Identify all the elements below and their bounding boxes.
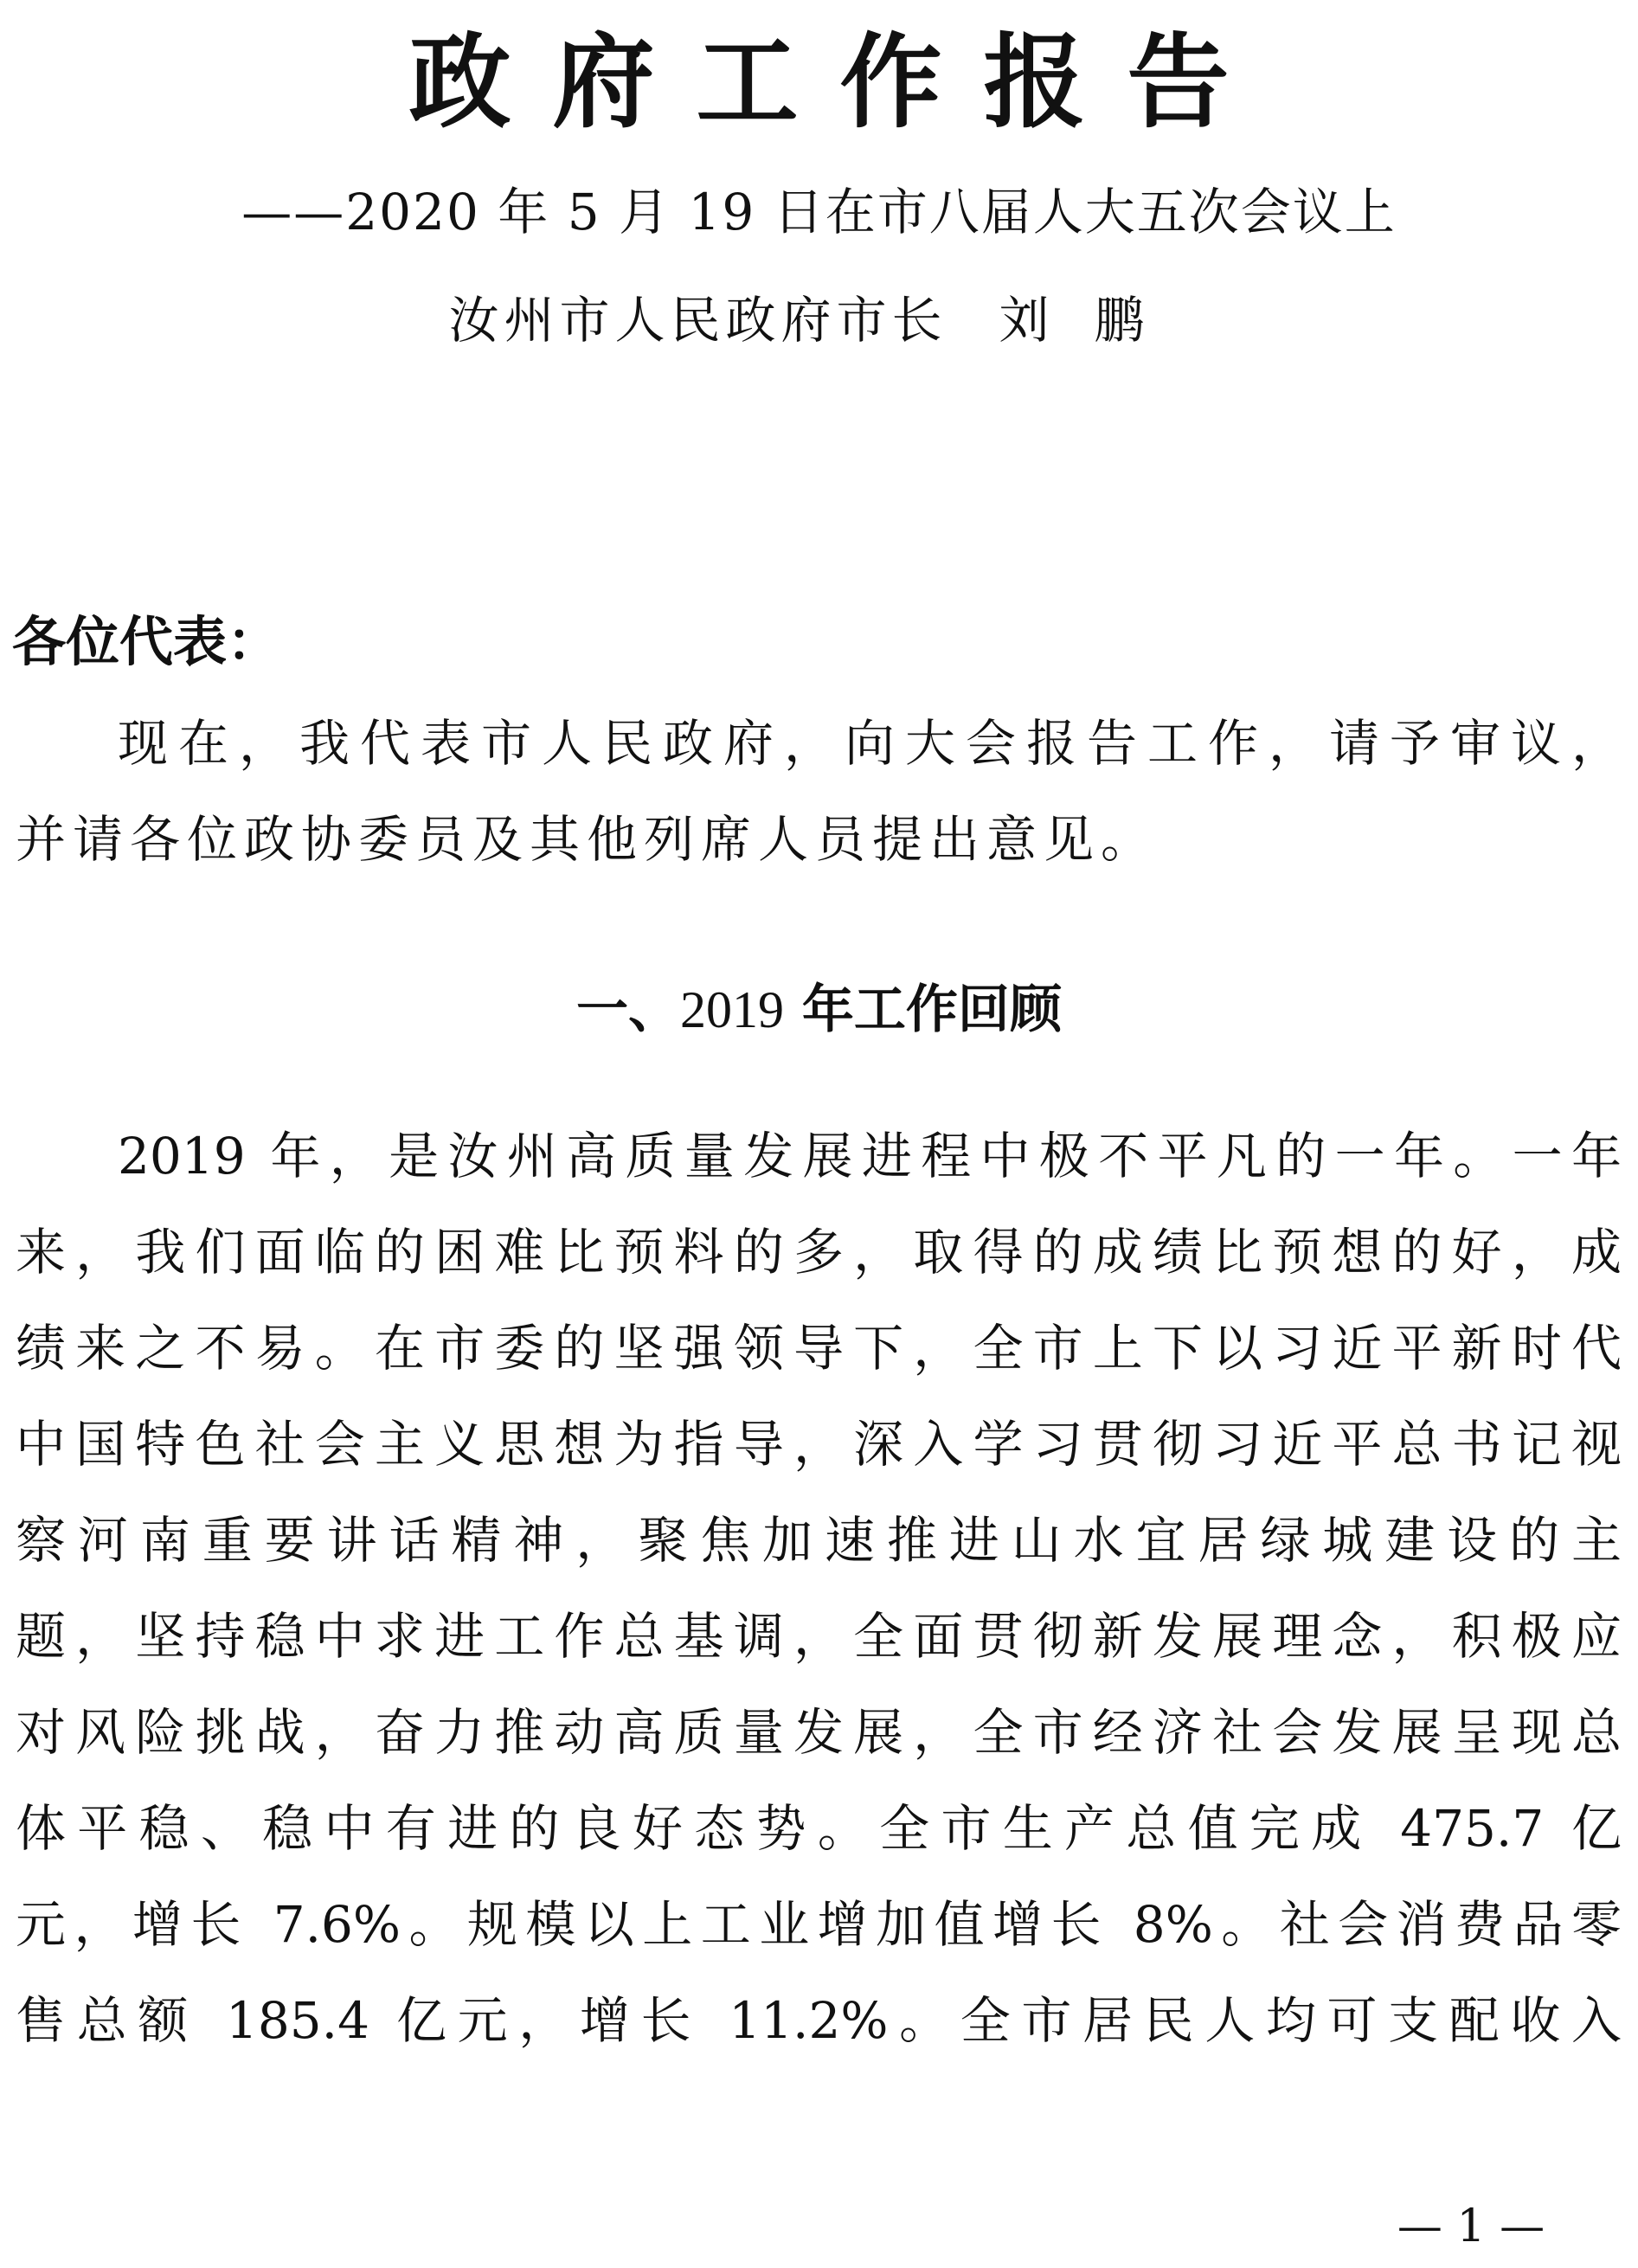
- body-line: 中国特色社会主义思想为指导，深入学习贯彻习近平总书记视: [16, 1415, 1622, 1474]
- body-line: 题，坚持稳中求进工作总基调，全面贯彻新发展理念，积极应: [16, 1607, 1622, 1666]
- body-line: 对风险挑战，奋力推动高质量发展，全市经济社会发展呈现总: [16, 1703, 1622, 1762]
- section-heading-prefix: 一、: [576, 980, 681, 1040]
- body-line: 体平稳、稳中有进的良好态势。全市生产总值完成 475.7 亿: [16, 1799, 1622, 1858]
- page-number: — 1 —: [1397, 2201, 1545, 2252]
- author-name: 刘鹏: [999, 291, 1190, 350]
- body-line: 绩来之不易。在市委的坚强领导下，全市上下以习近平新时代: [16, 1319, 1622, 1378]
- intro-line: 现在，我代表市人民政府，向大会报告工作，请予审议，: [118, 714, 1622, 773]
- section-heading: [0, 962, 1638, 1057]
- section-heading-rest: 年工作回顾: [784, 980, 1062, 1040]
- section-heading-year: 2019: [680, 981, 785, 1038]
- document-subtitle: ——2020 年 5 月 19 日在市八届人大五次会议上: [241, 183, 1397, 241]
- body-line: 元，增长 7.6%。规模以上工业增加值增长 8%。社会消费品零: [16, 1895, 1622, 1954]
- body-line: 2019 年，是汝州高质量发展进程中极不平凡的一年。一年: [118, 1127, 1622, 1185]
- document-title: 政府工作报告: [408, 22, 1271, 142]
- salutation: 各位代表：: [12, 610, 281, 673]
- body-line: 来，我们面临的困难比预料的多，取得的成绩比预想的好，成: [16, 1223, 1622, 1282]
- author-role: 汝州市人民政府市长: [448, 291, 947, 350]
- body-line: 售总额 185.4 亿元，增长 11.2%。全市居民人均可支配收入: [16, 1991, 1622, 2050]
- intro-line: 并请各位政协委员及其他列席人员提出意见。: [16, 810, 1159, 869]
- body-line: 察河南重要讲话精神，聚焦加速推进山水宜居绿城建设的主: [16, 1511, 1622, 1570]
- author-line: [0, 281, 1638, 359]
